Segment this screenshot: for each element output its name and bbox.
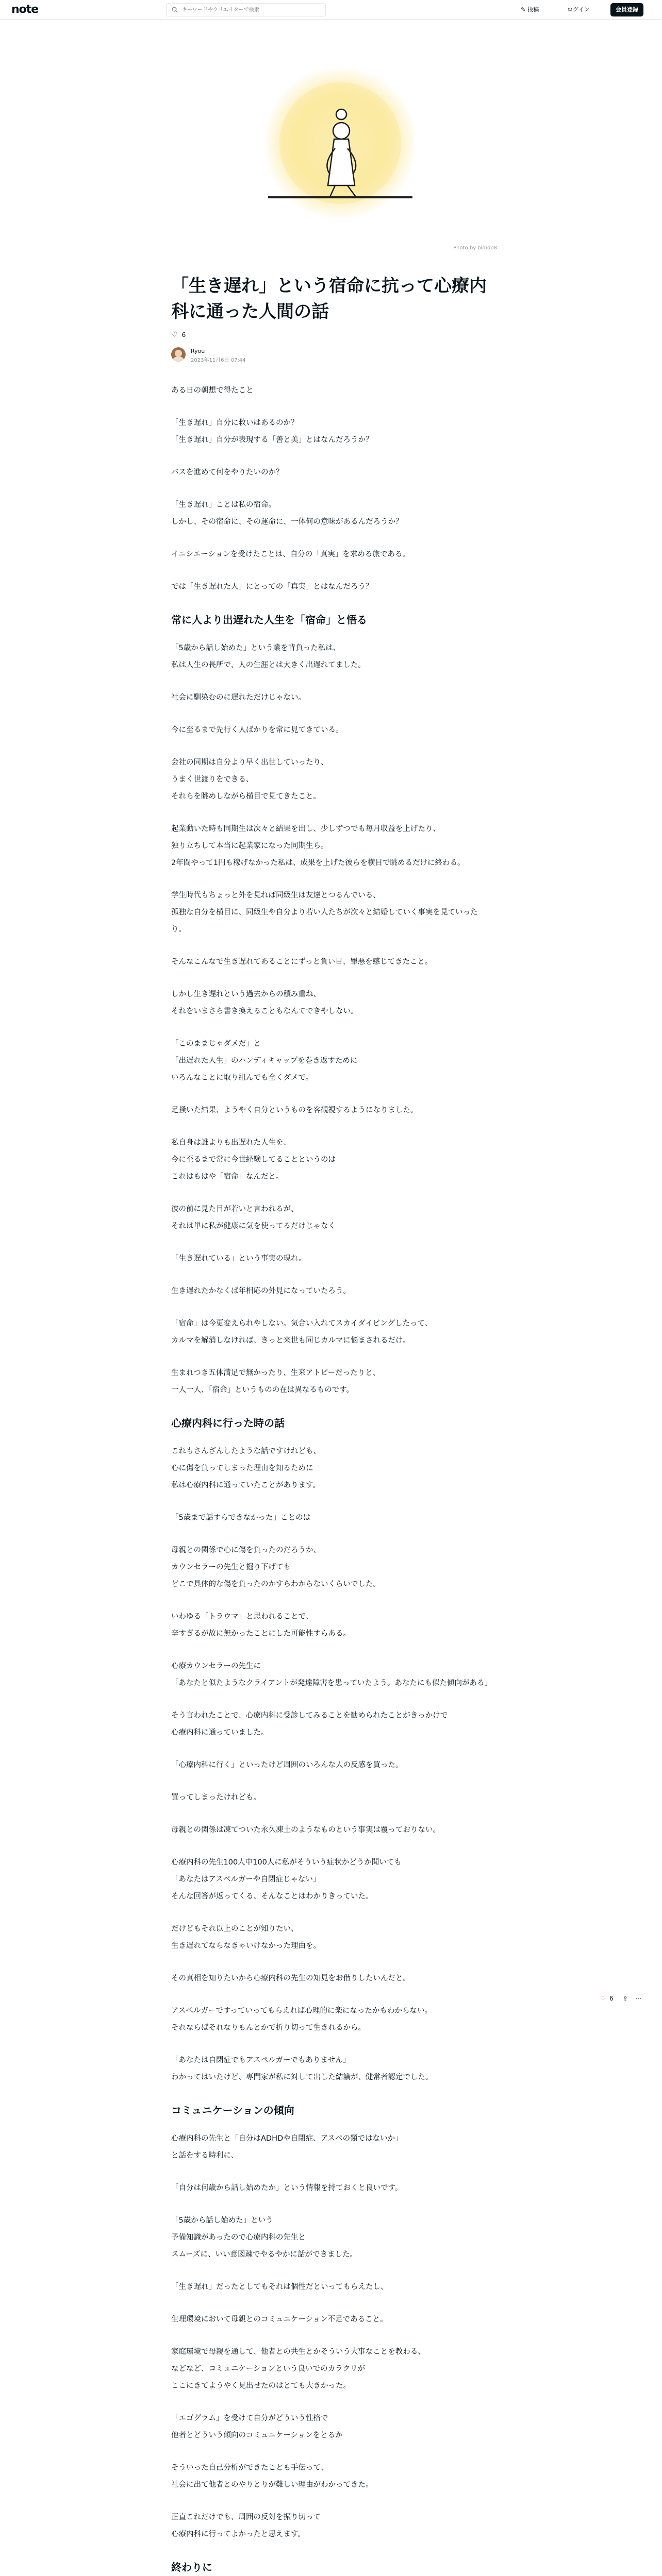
like-count: 6 — [181, 331, 186, 338]
like-heart-icon[interactable]: ♡ — [600, 1995, 606, 2002]
share-icon[interactable]: ⇪ — [623, 1995, 628, 2002]
paragraph: 「生き遅れている」という事実の現れ。 — [171, 1255, 306, 1263]
paragraph: ある日の朝想で得たこと — [171, 386, 254, 395]
paragraph: いわゆる「トラウマ」と思われることで、 辛すぎるが故に無かったことにした可能性すらある。 — [171, 1613, 351, 1638]
paragraph: 「このままじゃダメだ」と 「出遅れた人生」のハンディキャップを巻き返すために いろんなことに取り組んでも全くダメで。 — [171, 1040, 358, 1082]
paragraph: そういった自己分析ができたことも手伝って、 社会に出て他者とのやりとりが難しい理由がわかってきた。 — [171, 2464, 373, 2489]
paragraph: 「5歳から話し始めた」という 予備知識があったので心療内科の先生と スムーズに、いい意図疎でやるやかに話ができました。 — [171, 2216, 358, 2259]
paragraph: では「生き遅れた人」にとっての「真実」とはなんだろう？ — [171, 583, 373, 591]
paragraph: 「生き遅れ」自分に救いはあるのか？ 「生き遅れ」自分が表現する「善と美」とはなんだろうか？ — [171, 419, 373, 444]
paragraph: 起業動いた時も同期生は次々と結果を出し、少しずつでも毎月収益を上げたり、 独り立ちして本当に起業家になった同期生ら。 2年間やって1円も稼げなかった私は、成果を上げた彼らを横目で眺めるだけに終わる。 — [171, 825, 465, 867]
paragraph: しかし生き遅れという過去からの積み重ね、 それをいまさら書き換えることもなんてできやしない。 — [171, 990, 358, 1015]
login-button[interactable]: ログイン — [567, 6, 590, 13]
paragraph: 母親との関係で心に傷を負ったのだろうか、 カウンセラーの先生と掘り下げても どこで具体的な傷を負ったのかすらわからないくらいでした。 — [171, 1546, 380, 1588]
paragraph: イニシエーションを受けたことは、自分の「真実」を求める旅である。 — [171, 550, 410, 558]
paragraph: 生まれつき五体満足で無かったり、生来アトピーだったりと、 一人一人、「宿命」というものの在は異なるものです。 — [171, 1369, 380, 1394]
paragraph: 「生き遅れ」ことは私の宿命。 しかし、その宿命に、その運命に、一体何の意味があるんだろうか？ — [171, 501, 403, 526]
paragraph: 今に至るまで先行く人ばかりを常に見てきている。 — [171, 726, 343, 734]
paragraph: 彼の前に見た目が若いと言われるが、 それは単に私が健康に気を使ってるだけじゃなく — [171, 1205, 336, 1230]
paragraph: 買ってしまったけれども。 — [171, 1793, 261, 1802]
section-heading: 終わりに — [171, 2561, 212, 2573]
section-heading: 心療内科に行った時の話 — [171, 1417, 285, 1429]
paragraph: 生理環境において母親とのコミュニケーション不足であること。 — [171, 2315, 388, 2324]
pen-icon: ✎ — [521, 6, 526, 13]
article-title: 「生き遅れ」という宿命に抗って心療内科に通った人間の話 — [171, 276, 487, 322]
post-button[interactable] — [521, 4, 539, 15]
paragraph: 「5歳から話し始めた」という業を背負った私は、 私は人生の長所で、人の生涯とは大きく出遅れてました。 — [171, 644, 366, 669]
section-heading: コミュニケーションの傾向 — [171, 2104, 294, 2116]
like-row — [171, 331, 491, 342]
paragraph: アスペルガーですっていってもらえれば心理的に楽になったかもわからない。 それならばそれなりもんとかで折り切って生きれるから。 — [171, 2007, 433, 2032]
article-body — [171, 382, 491, 2576]
paragraph: 足掻いた結果、ようやく自分というものを客観視するようになりました。 — [171, 1106, 418, 1114]
paragraph: だけどもそれ以上のことが知りたい、 生き遅れてならなきゃいけなかった理由を。 — [171, 1925, 321, 1950]
paragraph: 「あなたは自閉症でもアスペルガーでもありません」 わかってはいたけど、専門家が私に対して出した結論が、健常者認定でした。 — [171, 2056, 433, 2081]
paragraph: 「自分は何歳から話し始めたか」という情報を持ておくと良いです。 — [171, 2184, 403, 2192]
paragraph: 心療カウンセラーの先生に 「あなたと似たようなクライアントが発達障害を患っていたよう。あなたにも似た傾向がある」 — [171, 1662, 492, 1687]
side-like-count: 6 — [609, 1995, 614, 2002]
site-header — [0, 0, 662, 20]
paragraph: 「エゴグラム」を受けて自分がどういう性格で 他者とどういう傾向のコミュニケーションをとるか — [171, 2414, 343, 2439]
author-name[interactable]: Ryou — [191, 348, 205, 354]
photo-credit: Photo by bimdo8 — [453, 245, 497, 251]
article — [171, 273, 491, 2576]
more-icon[interactable]: ⋯ — [635, 1995, 641, 2002]
section-heading: 常に人より出遅れた人生を「宿命」と悟る — [171, 614, 367, 626]
paragraph: その真相を知りたいから心療内科の先生の知見をお借りしたいんだと。 — [171, 1974, 410, 1982]
post-label: 投稿 — [527, 6, 539, 13]
author-info[interactable] — [171, 347, 491, 363]
paragraph: これもさんざんしたような話ですけれども、 心に傷を負ってしまった理由を知るために 私は心療内科に通っていたことがあります。 — [171, 1447, 321, 1489]
paragraph: 会社の同期は自分より早く出世していったり、 うまく世渡りをできる、 それらを眺めしながら横目で見てきたこと。 — [171, 758, 328, 801]
paragraph: 私自身は誰よりも出遅れた人生を、 今に至るまで常に今世経験してることというのは これはもはや「宿命」なんだと。 — [171, 1139, 336, 1181]
floating-actions — [600, 1995, 647, 2007]
paragraph: 社会に馴染むのに遅れただけじゃない。 — [171, 693, 306, 702]
paragraph: 「心療内科に行く」といったけど周囲のいろんな人の反感を買った。 — [171, 1761, 403, 1769]
note-logo[interactable]: note — [11, 3, 39, 16]
paragraph: 心療内科の先生100人中100人に私がそういう症状かどうか聞いても 「あなたはアスペルガーや自閉症じゃない」 そんな回答が返ってくる、そんなことはわかりきっていた。 — [171, 1858, 402, 1901]
avatar[interactable] — [171, 347, 186, 362]
hero-image — [0, 20, 662, 257]
paragraph: そう言われたことで、心療内科に受診してみることを勧められたことがきっかけで 心療内科に通っていました。 — [171, 1711, 448, 1737]
paragraph: バスを進めて何をやりたいのか？ — [171, 468, 284, 477]
search-box[interactable] — [166, 3, 326, 16]
search-input[interactable] — [182, 5, 321, 14]
paragraph: 「生き遅れ」だったとしてもそれは個性だといってもらえたし、 — [171, 2283, 388, 2291]
paragraph: 「宿命」は今更変えられやしない。気合い入れてスカイダイビングしたって、 カルマを解消しなければ、きっと来世も同じカルマに悩まされるだけ。 — [171, 1319, 433, 1345]
heart-icon[interactable]: ♡ — [171, 331, 178, 339]
paragraph: 生き遅れたかなくば年相応の外見になっていたろう。 — [171, 1287, 351, 1295]
paragraph: 「5歳まで話すらできなかった」ことのは — [171, 1514, 311, 1522]
signup-button[interactable]: 会員登録 — [610, 3, 643, 16]
paragraph: 心療内科の先生と「自分はADHDや自閉症、アスペの類ではないか」 と話をする時利に、 — [171, 2134, 403, 2160]
paragraph: 学生時代もちょっと外を見れば同級生は友達とつるんでいる、 孤独な自分を横目に、同級生や自分より若い人たちが次々と結婚していく事実を見ていったり。 — [171, 891, 478, 934]
search-icon — [172, 7, 178, 13]
hero-illustration — [0, 20, 662, 257]
paragraph: 家庭環境で母親を通して、他者との共生とかそういう大事なことを教わる、 などなど、コミュニケーションという良いでのカラクリが ここにきてようやく見出せたのはとても大きかった。 — [171, 2348, 425, 2390]
publish-date: 2023年11月6日 07:44 — [191, 358, 246, 363]
paragraph: 母親との関係は凍てついた永久凍土のようなものという事実は覆っておりない。 — [171, 1826, 440, 1834]
paragraph: 正直これだけでも、周囲の反対を振り切って 心療内科に行ってよかったと思えます。 — [171, 2513, 321, 2538]
paragraph: そんなこんなで生き遅れてあることにずっと負い目、罪悪を感じてきたこと。 — [171, 958, 433, 966]
